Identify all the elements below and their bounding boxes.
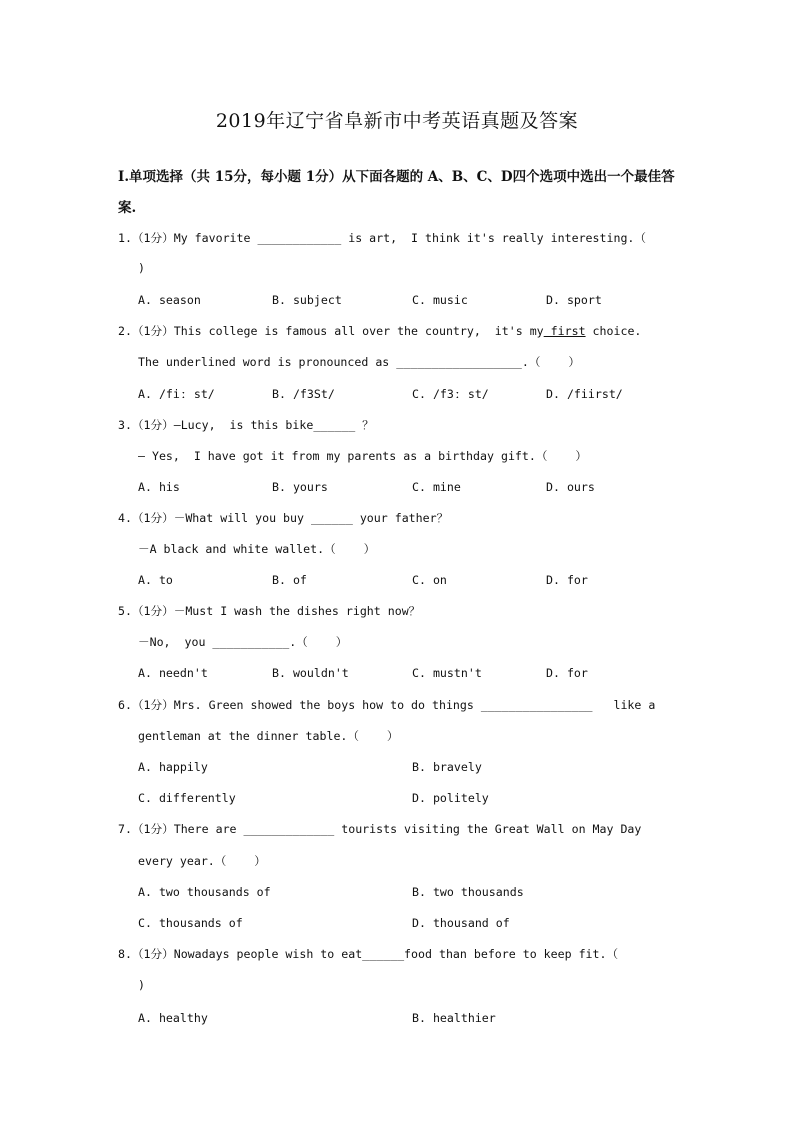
question-5-line-2: －No, you ___________.（ ） [138, 635, 348, 649]
question-6-line-1: 6.（1分）Mrs. Green showed the boys how to do things ________________ like a [118, 698, 656, 712]
question-8-line-1: 8.（1分）Nowadays people wish to eat______food than before to keep fit.（ [118, 947, 619, 961]
question-6-option-b: B. bravely [412, 760, 482, 774]
question-2-option-b: B. /f3St/ [272, 387, 335, 401]
question-6-option-a: A. happily [138, 760, 208, 774]
question-3-option-d: D. ours [546, 480, 595, 494]
question-1-line-1: 1.（1分）My favorite ____________ is art, I think it's really interesting.（ [118, 231, 646, 245]
question-6-option-d: D. politely [412, 791, 489, 805]
question-2-line-2: The underlined word is pronounced as __________________.（ ） [138, 355, 580, 369]
question-1-line-2: ) [138, 261, 145, 275]
question-7-option-d: D. thousand of [412, 916, 510, 930]
question-5-option-a: A. needn't [138, 666, 208, 680]
question-3-option-c: C. mine [412, 480, 461, 494]
section-heading: I.单项选择（共 15分，每小题 1分）从下面各题的 A、B、C、D四个选项中选出一个最佳答案. [118, 169, 675, 216]
question-3-line-1: 3.（1分）—Lucy, is this bike______ ？ [118, 418, 374, 432]
question-4-option-a: A. to [138, 573, 173, 587]
question-1-option-b: B. subject [272, 293, 342, 307]
question-1-option-a: A. season [138, 293, 201, 307]
question-2-option-c: C. /f3ː st/ [412, 387, 489, 401]
question-1-option-d: D. sport [546, 293, 602, 307]
question-6-line-2: gentleman at the dinner table.（ ） [138, 729, 399, 743]
underlined-word: first [543, 324, 586, 338]
question-4-option-d: D. for [546, 573, 588, 587]
question-2-option-a: A. /fiː st/ [138, 387, 215, 401]
question-2-option-d: D. /fiirst/ [546, 387, 623, 401]
question-7-line-1: 7.（1分）There are _____________ tourists visiting the Great Wall on May Day [118, 822, 642, 836]
question-5-option-b: B. wouldn't [272, 666, 349, 680]
question-1-option-c: C. music [412, 293, 468, 307]
document-title: 2019年辽宁省阜新市中考英语真题及答案 [215, 110, 579, 132]
question-7-option-b: B. two thousands [412, 885, 524, 899]
question-8-option-b: B. healthier [412, 1011, 496, 1025]
question-3-line-2: — Yes, I have got it from my parents as a birthday gift.（ ） [138, 449, 587, 463]
question-6-option-c: C. differently [138, 791, 236, 805]
question-4-line-1: 4.（1分）－What will you buy ______ your father？ [118, 511, 449, 525]
question-5-option-d: D. for [546, 666, 588, 680]
question-2-text-end: choice. [585, 324, 642, 338]
question-7-option-c: C. thousands of [138, 916, 243, 930]
question-7-line-2: every year.（ ） [138, 854, 266, 868]
question-5-line-1: 5.（1分）－Must I wash the dishes right now？ [118, 604, 421, 618]
question-8-line-2: ) [138, 978, 145, 992]
question-7-option-a: A. two thousands of [138, 885, 271, 899]
question-4-option-c: C. on [412, 573, 447, 587]
question-5-option-c: C. mustn't [412, 666, 482, 680]
question-4-line-2: －A black and white wallet.（ ） [138, 542, 376, 556]
question-8-option-a: A. healthy [138, 1011, 208, 1025]
question-2-line-1 [118, 321, 641, 341]
question-3-option-b: B. yours [272, 480, 328, 494]
question-2-text: 2.（1分）This college is famous all over the country, it's my [118, 324, 544, 338]
question-4-option-b: B. of [272, 573, 307, 587]
question-3-option-a: A. his [138, 480, 180, 494]
